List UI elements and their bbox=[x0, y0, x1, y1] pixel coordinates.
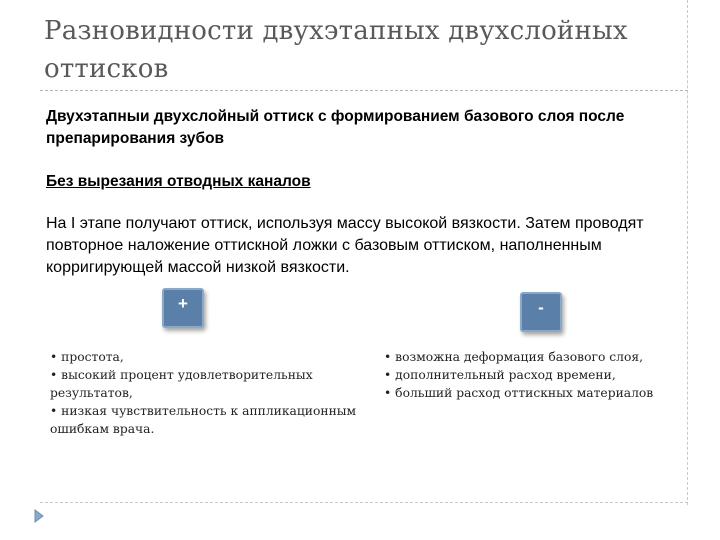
cons-badge: - bbox=[520, 292, 562, 332]
title-divider bbox=[40, 90, 688, 91]
pros-badge: + bbox=[162, 288, 204, 328]
cons-item: • дополнительный расход времени, bbox=[384, 368, 616, 382]
method-heading: Без вырезания отводных каналов bbox=[46, 173, 311, 190]
pros-item: • высокий процент удовлетворительных результатов, bbox=[50, 368, 313, 400]
chevron-right-icon bbox=[31, 508, 47, 524]
method-description: На I этапе получают оттиск, используя массу высокой вязкости. Затем проводят повторное наложение оттискной ложки с базовым оттиском, наполненным корригирующей массой низкой вязкости. bbox=[46, 215, 644, 276]
slide-subtitle: Двухэтапныи двухслойный оттиск с формированием базового слоя после препарирования зубов bbox=[46, 108, 625, 147]
pros-list bbox=[50, 348, 365, 438]
cons-list bbox=[384, 348, 714, 402]
right-divider bbox=[687, 0, 688, 505]
pros-item: • простота, bbox=[50, 350, 124, 364]
cons-item: • возможна деформация базового слоя, bbox=[384, 350, 644, 364]
slide-title: Разновидности двухэтапных двухслойных оттисков bbox=[44, 16, 628, 84]
footer-divider bbox=[40, 502, 688, 503]
cons-item: • больший расход оттискных материалов bbox=[384, 386, 654, 400]
pros-item: • низкая чувствительность к аппликационным ошибкам врача. bbox=[50, 404, 357, 436]
